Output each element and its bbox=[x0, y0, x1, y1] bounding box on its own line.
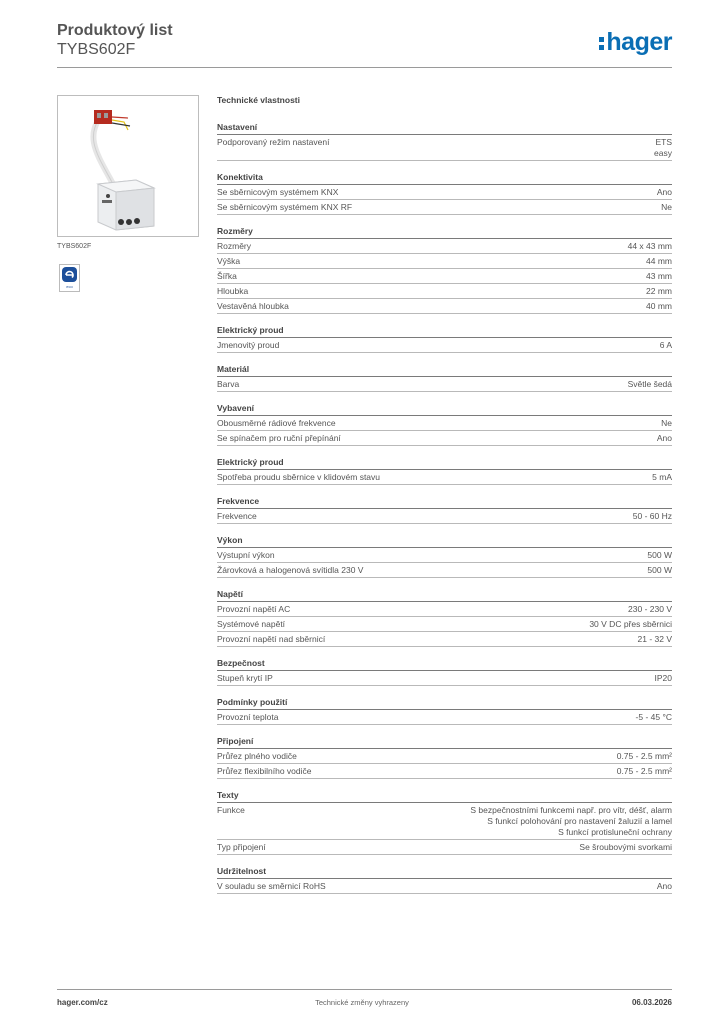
spec-row bbox=[217, 617, 672, 632]
spec-section bbox=[217, 789, 672, 855]
section-title: Bezpečnost bbox=[217, 657, 672, 671]
spec-sections bbox=[217, 121, 672, 894]
spec-section bbox=[217, 171, 672, 215]
header-divider bbox=[57, 67, 672, 68]
section-title: Elektrický proud bbox=[217, 324, 672, 338]
spec-row bbox=[217, 185, 672, 200]
spec-label: Hloubka bbox=[217, 286, 249, 296]
section-title: Výkon bbox=[217, 534, 672, 548]
spec-value: Ano bbox=[656, 187, 672, 197]
spec-value: 44 x 43 mm bbox=[627, 241, 672, 251]
spec-label: Výška bbox=[217, 256, 241, 266]
logo-dots-icon bbox=[599, 34, 604, 53]
spec-label: Výstupní výkon bbox=[217, 550, 275, 560]
section-title: Vybavení bbox=[217, 402, 672, 416]
spec-label: Jmenovitý proud bbox=[217, 340, 280, 350]
spec-value: 500 W bbox=[647, 550, 672, 560]
spec-label: Průřez flexibilního vodiče bbox=[217, 766, 312, 776]
spec-row bbox=[217, 548, 672, 563]
spec-row bbox=[217, 239, 672, 254]
spec-section bbox=[217, 588, 672, 647]
spec-section bbox=[217, 495, 672, 524]
spec-section bbox=[217, 225, 672, 314]
product-code: TYBS602F bbox=[57, 41, 136, 58]
spec-value: 230 - 230 V bbox=[628, 604, 672, 614]
spec-value: 0.75 - 2.5 mm² bbox=[616, 751, 672, 761]
spec-label: Stupeň krytí IP bbox=[217, 673, 273, 683]
spec-label: Spotřeba proudu sběrnice v klidovém stavu bbox=[217, 472, 381, 482]
page-header bbox=[57, 21, 173, 59]
spec-row bbox=[217, 764, 672, 779]
spec-label: V souladu se směrnicí RoHS bbox=[217, 881, 326, 891]
spec-row bbox=[217, 671, 672, 686]
spec-value: 30 V DC přes sběrnici bbox=[589, 619, 672, 629]
spec-row bbox=[217, 254, 672, 269]
spec-label: Frekvence bbox=[217, 511, 257, 521]
spec-value: ETS easy bbox=[654, 137, 672, 158]
product-caption: TYBS602F bbox=[57, 243, 92, 250]
spec-row bbox=[217, 879, 672, 894]
section-title: Konektivita bbox=[217, 171, 672, 185]
spec-row bbox=[217, 200, 672, 215]
spec-value: 21 - 32 V bbox=[637, 634, 672, 644]
spec-section bbox=[217, 534, 672, 578]
spec-value: S bezpečnostními funkcemi např. pro vítr, déšť, alarm S funkcí polohování pro nastavení žaluzií a lamel S funkcí protisluneční ochrany bbox=[470, 805, 672, 837]
spec-row bbox=[217, 840, 672, 855]
spec-value: IP20 bbox=[654, 673, 672, 683]
section-title: Nastavení bbox=[217, 121, 672, 135]
spec-label: Šířka bbox=[217, 271, 237, 281]
spec-row bbox=[217, 377, 672, 392]
spec-value: Se šroubovými svorkami bbox=[579, 842, 672, 852]
spec-row bbox=[217, 135, 672, 161]
spec-label: Systémové napětí bbox=[217, 619, 286, 629]
spec-section bbox=[217, 657, 672, 686]
section-title: Podmínky použití bbox=[217, 696, 672, 710]
spec-label: Rozměry bbox=[217, 241, 252, 251]
spec-value: Ne bbox=[661, 202, 672, 212]
spec-label: Obousměrné rádiové frekvence bbox=[217, 418, 336, 428]
page-title: Produktový list bbox=[57, 22, 173, 39]
spec-row bbox=[217, 602, 672, 617]
spec-section bbox=[217, 402, 672, 446]
spec-label: Vestavěná hloubka bbox=[217, 301, 289, 311]
spec-value: 500 W bbox=[647, 565, 672, 575]
spec-label: Barva bbox=[217, 379, 240, 389]
spec-row bbox=[217, 509, 672, 524]
spec-section bbox=[217, 865, 672, 894]
section-title: Frekvence bbox=[217, 495, 672, 509]
footer-notice: Technické změny vyhrazeny bbox=[315, 998, 409, 1007]
section-title: Udržitelnost bbox=[217, 865, 672, 879]
spec-section bbox=[217, 735, 672, 779]
spec-label: Typ připojení bbox=[217, 842, 266, 852]
eco-badge-label: eco bbox=[66, 284, 73, 289]
spec-row bbox=[217, 632, 672, 647]
spec-value: 6 A bbox=[659, 340, 672, 350]
spec-section bbox=[217, 121, 672, 161]
spec-label: Průřez plného vodiče bbox=[217, 751, 297, 761]
spec-value: 50 - 60 Hz bbox=[632, 511, 672, 521]
spec-section bbox=[217, 363, 672, 392]
spec-value: -5 - 45 °C bbox=[635, 712, 672, 722]
spec-row bbox=[217, 299, 672, 314]
spec-value: 22 mm bbox=[646, 286, 672, 296]
spec-value: 0.75 - 2.5 mm² bbox=[616, 766, 672, 776]
section-title: Texty bbox=[217, 789, 672, 803]
section-title: Napětí bbox=[217, 588, 672, 602]
spec-value: Ano bbox=[656, 433, 672, 443]
spec-row bbox=[217, 431, 672, 446]
eco-badge bbox=[59, 264, 80, 292]
spec-section bbox=[217, 696, 672, 725]
spec-label: Funkce bbox=[217, 805, 245, 815]
spec-label: Se spínačem pro ruční přepínání bbox=[217, 433, 341, 443]
spec-row bbox=[217, 416, 672, 431]
spec-value: Ne bbox=[661, 418, 672, 428]
specs-title: Technické vlastnosti bbox=[217, 95, 300, 105]
spec-row bbox=[217, 749, 672, 764]
spec-row bbox=[217, 338, 672, 353]
spec-row bbox=[217, 803, 672, 840]
spec-label: Provozní napětí AC bbox=[217, 604, 291, 614]
spec-row bbox=[217, 710, 672, 725]
footer-website[interactable]: hager.com/cz bbox=[57, 998, 108, 1007]
spec-label: Podporovaný režim nastavení bbox=[217, 137, 330, 147]
spec-section bbox=[217, 456, 672, 485]
spec-row bbox=[217, 470, 672, 485]
spec-row bbox=[217, 284, 672, 299]
section-title: Rozměry bbox=[217, 225, 672, 239]
logo-text: hager bbox=[606, 28, 672, 56]
footer-divider bbox=[57, 989, 672, 990]
spec-label: Provozní teplota bbox=[217, 712, 279, 722]
section-title: Materiál bbox=[217, 363, 672, 377]
section-title: Elektrický proud bbox=[217, 456, 672, 470]
hager-logo bbox=[599, 28, 672, 56]
spec-value: 44 mm bbox=[646, 256, 672, 266]
spec-label: Provozní napětí nad sběrnicí bbox=[217, 634, 326, 644]
product-image bbox=[57, 95, 199, 237]
spec-label: Se sběrnicovým systémem KNX RF bbox=[217, 202, 353, 212]
spec-value: 40 mm bbox=[646, 301, 672, 311]
spec-value: Ano bbox=[656, 881, 672, 891]
spec-section bbox=[217, 324, 672, 353]
spec-row bbox=[217, 269, 672, 284]
spec-value: Světle šedá bbox=[627, 379, 672, 389]
footer-date: 06.03.2026 bbox=[631, 998, 672, 1007]
section-title: Připojení bbox=[217, 735, 672, 749]
technical-specs bbox=[217, 95, 672, 904]
spec-label: Žárovková a halogenová svítidla 230 V bbox=[217, 565, 364, 575]
spec-value: 5 mA bbox=[652, 472, 672, 482]
spec-label: Se sběrnicovým systémem KNX bbox=[217, 187, 339, 197]
spec-row bbox=[217, 563, 672, 578]
spec-value: 43 mm bbox=[646, 271, 672, 281]
